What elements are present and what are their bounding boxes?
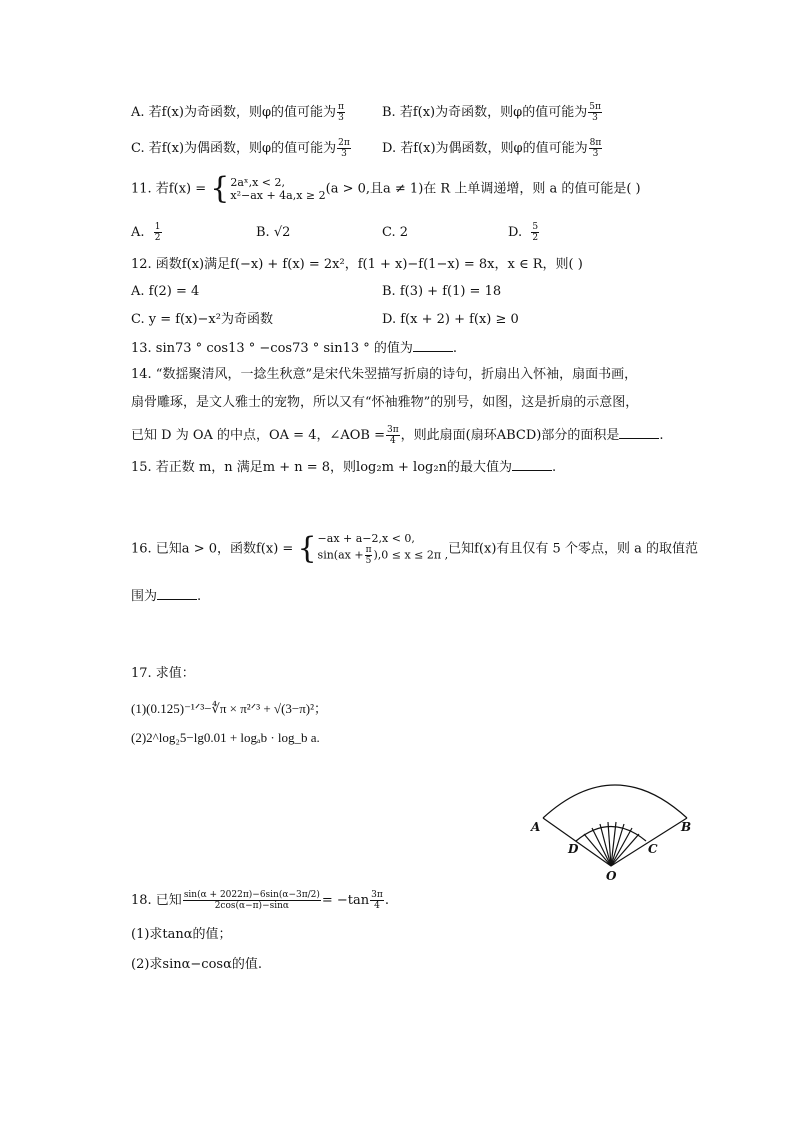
q18-fraction: $\frac{\sin(\alpha + 2022\pi)-6\sin(\alpha-3\pi/2)}{2\cos(\alpha-\pi)-\sin\alpha}$ (183, 890, 320, 911)
q10-option-b-frac: $\frac{5\pi}{3}$ (589, 102, 601, 123)
q12-option-d: D. f(x + 2) + f(x) ≥ 0 (382, 312, 519, 327)
fan-label-c: C (648, 842, 658, 856)
q10-option-b (382, 102, 603, 123)
answer-blank (619, 426, 659, 439)
q15: 15. 若正数 m，n 满足m + n = 8，则log₂m + log₂n的最大值为 . (131, 460, 557, 475)
q10-option-a (131, 102, 346, 123)
q16-case-1: −ax + a−2,x < 0, (317, 532, 415, 545)
answer-blank (512, 458, 552, 471)
q18-stem: 18. 已知 $\frac{\sin(\alpha + 2022\pi)-6\sin(\alpha-3\pi/2)}{2\cos(\alpha-\pi)-\sin\alpha}$ = −tan $\frac{3\pi}{4}$ . (131, 890, 389, 911)
fan-rib (611, 834, 639, 866)
q16-line1: 16. 已知a > 0，函数f(x) = { −ax + a−2,x < 0, sin(ax + $\frac{\pi}{5}$ ),0 ≤ x ≤ 2π , 已知f(x)有且仅有 5 个零点，则 a 的取值范 (131, 531, 698, 566)
q10-option-a-text: A. 若f(x)为奇函数，则φ的值可能为 (131, 105, 337, 120)
q17-part2: (2)2^log₂5−lg0.01 + logₐb · log_b a. (131, 730, 320, 745)
q11-stem-pre: 11. 若f(x) = (131, 181, 207, 197)
q18-part2: (2)求sinα−cosα的值. (131, 957, 262, 972)
q13: 13. sin73 ° cos13 ° −cos73 ° sin13 ° 的值为 . (131, 341, 458, 356)
q15-text: 15. 若正数 m，n 满足m + n = 8，则log₂m + log₂n的最大值为 (131, 460, 512, 475)
answer-blank (157, 587, 197, 600)
fan-label-o: O (606, 869, 617, 880)
q12-option-a: A. f(2) = 4 (131, 284, 200, 299)
q11-case-1: 2aˣ,x < 2, (230, 176, 285, 189)
q11-piecewise: { 2aˣ,x < 2, x²−ax + 4a,x ≥ 2 (210, 171, 326, 206)
q10-option-d-text: D. 若f(x)为偶函数，则φ的值可能为 (382, 141, 588, 156)
q10-option-b-text: B. 若f(x)为奇函数，则φ的值可能为 (382, 105, 588, 120)
q10-option-a-frac: $\frac{\pi}{3}$ (338, 102, 344, 123)
q13-text: 13. sin73 ° cos13 ° −cos73 ° sin13 ° 的值为 (131, 341, 413, 356)
q14-line2: 扇骨雕琢，是文人雅士的宠物，所以又有“怀袖雅物”的别号，如图，这是折扇的示意图， (131, 395, 639, 410)
fan-outer-arc (543, 785, 687, 818)
answer-blank (413, 339, 453, 352)
q10-option-d-frac: $\frac{8\pi}{3}$ (589, 138, 602, 159)
q12-option-b: B. f(3) + f(1) = 18 (382, 284, 502, 299)
q10-option-c (131, 138, 352, 159)
q14-line1: 14. “数揺聚清风，一捻生秋意”是宋代朱翌描写折扇的诗句，折扇出入怀袖，扇面书画， (131, 367, 638, 382)
q17-part1: (1)(0.125)⁻¹ᐟ³−∜π × π²ᐟ³ + √(3−π)²； (131, 701, 328, 716)
q11-case-2: x²−ax + 4a,x ≥ 2 (230, 189, 326, 202)
fan-label-b: B (681, 820, 692, 834)
q11-option-c: C. 2 (382, 225, 409, 240)
q12-option-c: C. y = f(x)−x²为奇函数 (131, 312, 273, 327)
q14-line3: 已知 D 为 OA 的中点，OA = 4，∠AOB = $\frac{3\pi}{4}$ ，则此扇面(扇环ABCD)部分的面积是 . (131, 425, 664, 446)
q16-case-2: sin(ax + $\frac{\pi}{5}$ ),0 ≤ x ≤ 2π , (317, 545, 449, 566)
q11-stem (131, 171, 641, 206)
fan-label-a: A (531, 820, 541, 834)
q11-stem-post: (a > 0,且a ≠ 1)在 R 上单调递增，则 a 的值可能是( ) (325, 181, 641, 197)
q10-option-c-frac: $\frac{2\pi}{3}$ (338, 138, 350, 159)
q16-piecewise: { −ax + a−2,x < 0, sin(ax + $\frac{\pi}{5}$ ),0 ≤ x ≤ 2π , (297, 531, 449, 566)
q12-stem: 12. 函数f(x)满足f(−x) + f(x) = 2x²，f(1 + x)−f(1−x) = 8x，x ∈ R，则( ) (131, 257, 583, 272)
q11-option-a: A. $\frac{1}{2}$ (131, 222, 161, 243)
q10-option-d (382, 138, 603, 159)
q11-option-d: D. $\frac{5}{2}$ (508, 222, 539, 243)
q17-title: 17. 求值： (131, 666, 195, 681)
q10-option-c-text: C. 若f(x)为偶函数，则φ的值可能为 (131, 141, 337, 156)
q11-option-b: B. √2 (256, 225, 291, 240)
q16-line2: 围为 . (131, 589, 202, 604)
q18-part1: (1)求tanα的值； (131, 927, 232, 942)
fan-figure (530, 780, 710, 880)
fan-label-d: D (568, 842, 579, 856)
